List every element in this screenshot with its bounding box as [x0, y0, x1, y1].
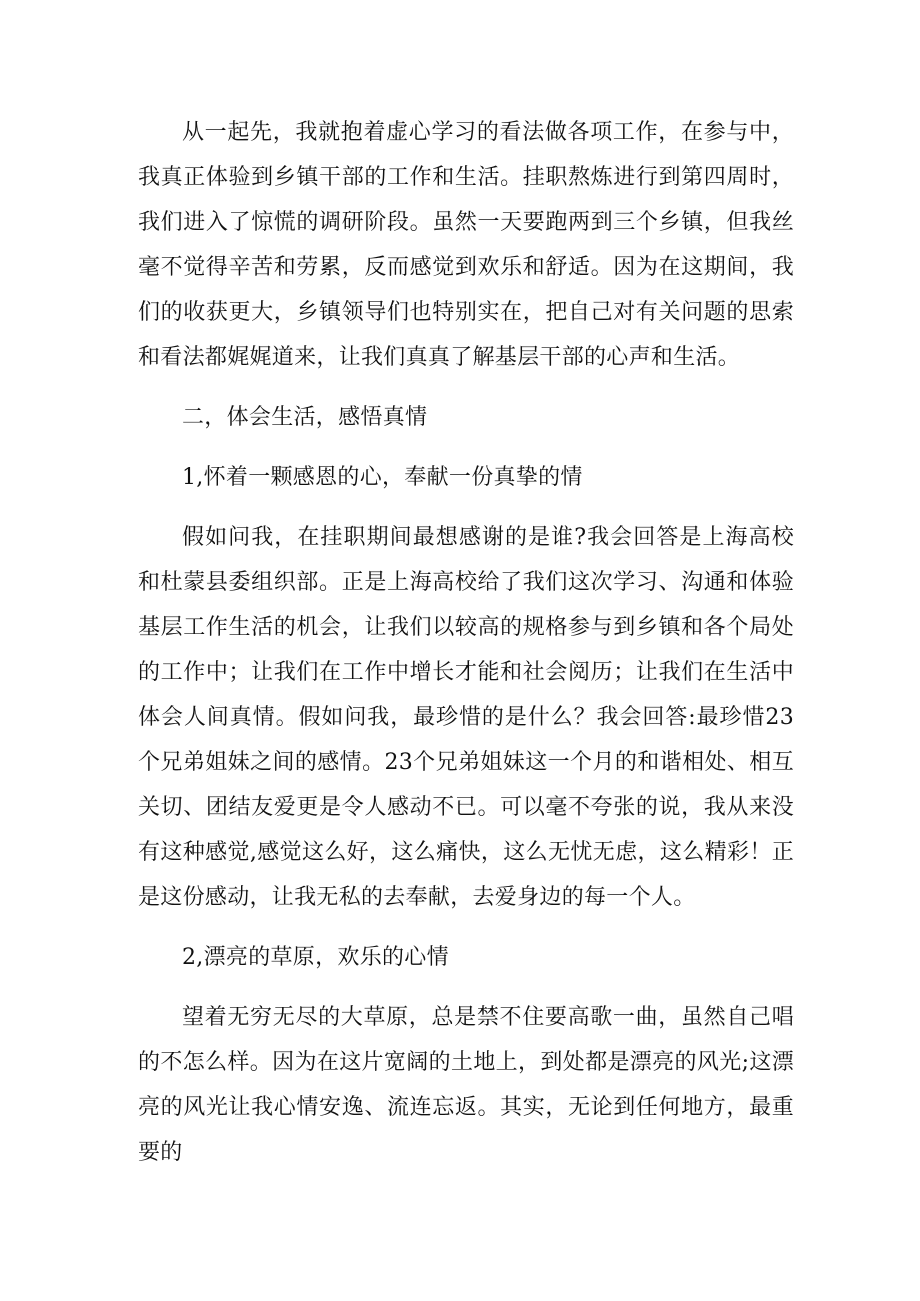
subheading-grassland: 2,漂亮的草原，欢乐的心情 [182, 945, 449, 970]
body-paragraph-gratitude: 假如问我，在挂职期间最想感谢的是谁?我会回答是上海高校和杜蒙县委组织部。正是上海高校给了我们这次学习、沟通和体验基层工作生活的机会，让我们以较高的规格参与到乡镇和各个局处的工作中；让我们在工作中增长才能和社会阅历；让我们在生活中体会人间真情。假如问我，最珍惜的是什么？我会回答:最珍惜23个兄弟姐妹之间的感情。23个兄弟姐妹这一个月的和谐相处、相互关切、团结友爱更是令人感动不已。可以毫不夸张的说，我从来没有这种感觉,感觉这么好，这么痛快，这么无忧无虑，这么精彩！正是这份感动，让我无私的去奉献，去爱身边的每一个人。 [138, 525, 794, 910]
section-heading-life: 二，体会生活，感悟真情 [182, 405, 428, 430]
subheading-gratitude: 1,怀着一颗感恩的心，奉献一份真挚的情 [182, 465, 583, 490]
document-body [138, 110, 794, 1175]
body-paragraph-research: 从一起先，我就抱着虚心学习的看法做各项工作，在参与中，我真正体验到乡镇干部的工作和生活。挂职熬炼进行到第四周时，我们进入了惊慌的调研阶段。虽然一天要跑两到三个乡镇，但我丝毫不觉得辛苦和劳累，反而感觉到欢乐和舒适。因为在这期间，我们的收获更大，乡镇领导们也特别实在，把自己对有关问题的思索和看法都娓娓道来，让我们真真了解基层干部的心声和生活。 [138, 120, 794, 370]
body-paragraph-grassland: 望着无穷无尽的大草原，总是禁不住要高歌一曲，虽然自己唱的不怎么样。因为在这片宽阔的土地上，到处都是漂亮的风光;这漂亮的风光让我心情安逸、流连忘返。其实，无论到任何地方，最重要的 [138, 1005, 794, 1165]
